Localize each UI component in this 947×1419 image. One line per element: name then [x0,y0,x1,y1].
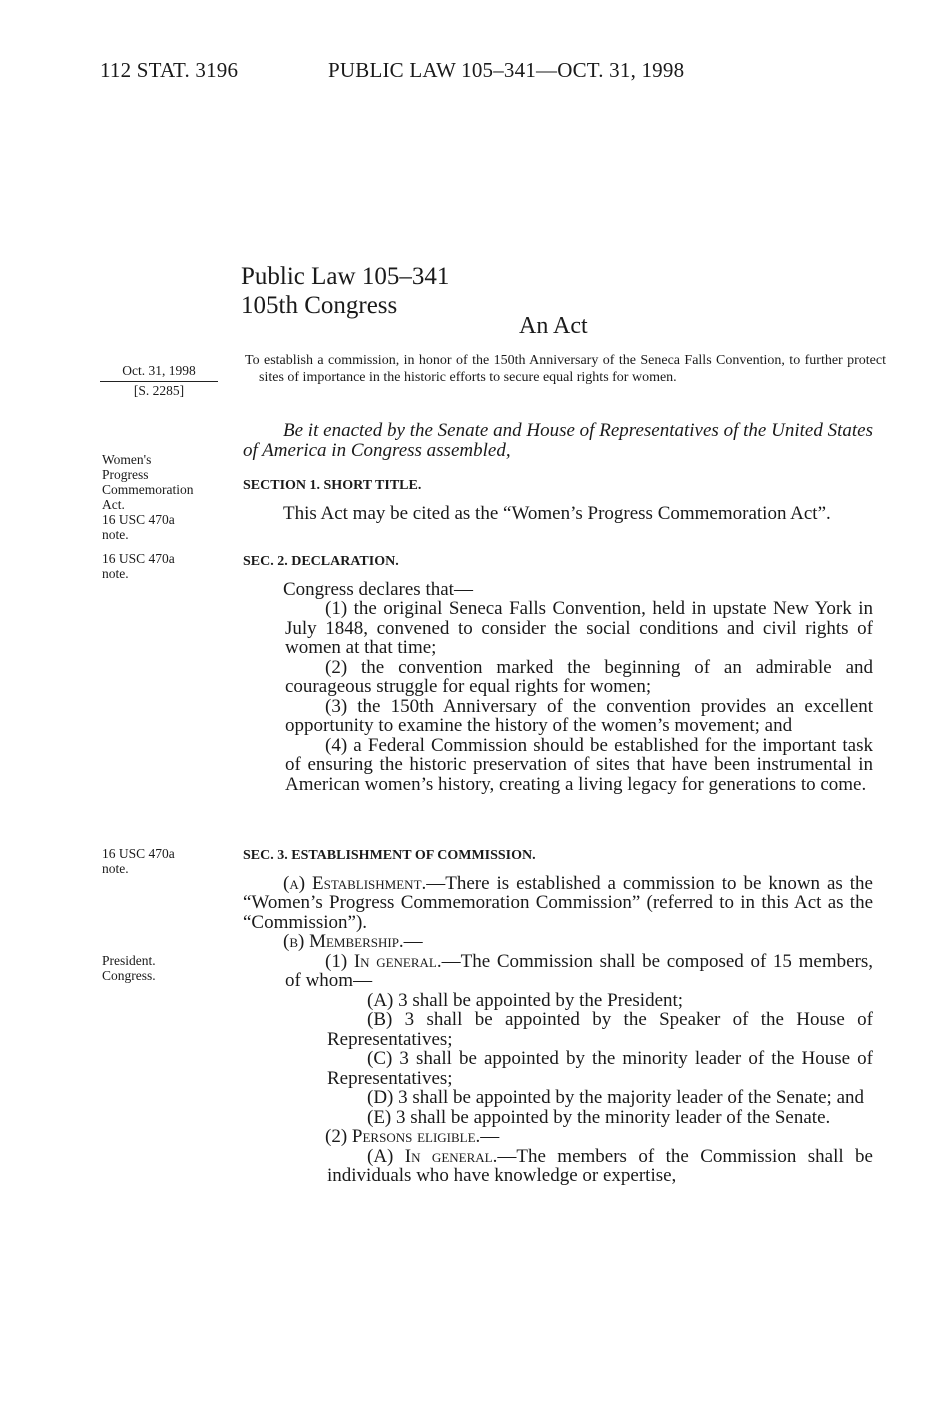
margin-line: note. [102,527,129,542]
margin-line: 16 USC 470a [102,551,175,566]
margin-line: 16 USC 470a [102,846,175,861]
paragraph-b1 [285,952,873,991]
margin-note-usc-2 [102,551,175,581]
subsection-b-heading: (b) Membership.— [283,931,423,952]
appointment-item: (C) 3 shall be appointed by the minority leader of the House of Representatives; [327,1048,873,1089]
congress-number: 105th Congress [241,292,398,319]
appointment-item: (A) 3 shall be appointed by the President; [367,989,684,1011]
section-3-heading: SEC. 3. ESTABLISHMENT OF COMMISSION. [243,848,536,863]
enactment-date: Oct. 31, 1998 [100,362,218,382]
declaration-item: (4) a Federal Commission should be established for the important task of ensuring the historic preservation of sites that have been instrumental in American women’s history, creating a living legacy for generations to come. [285,734,873,795]
paragraph-b2 [285,1127,873,1147]
section-2 [243,552,873,794]
enacting-clause-text: Be it enacted by the Senate and House of Representatives of the United States of America in Congress assembled, [243,420,873,461]
declaration-item: (1) the original Seneca Falls Convention, held in upstate New York in July 1848, convened to consider the social conditions and civil rights of women at that time; [285,598,873,658]
section-3 [243,846,873,1186]
public-law-number: Public Law 105–341 [241,263,450,290]
margin-line: 16 USC 470a [102,512,175,527]
appointment-item: (E) 3 shall be appointed by the minority leader of the Senate. [367,1106,831,1128]
margin-line: Progress [102,467,149,482]
enactment-date-box [100,362,218,399]
declaration-item: (3) the 150th Anniversary of the convention provides an excellent opportunity to examine the history of the women’s movement; and [285,695,873,736]
margin-line: President. [102,953,156,968]
paragraph-b1-text: The Commission shall be composed of 15 members, of whom— [285,950,873,991]
law-title [241,262,449,320]
paragraph-b1-label: (1) In general.— [325,950,461,972]
margin-line: Congress. [102,968,156,983]
subsection-a-label: (a) Establishment.— [283,872,446,894]
section-2-heading: SEC. 2. DECLARATION. [243,554,399,569]
section-1-heading: SECTION 1. SHORT TITLE. [243,478,422,493]
subsection-a-text: There is established a commission to be known as the “Women’s Progress Commemoration Commission” (referred to in this Act as the “Commission”). [243,872,873,933]
bill-number: [S. 2285] [133,383,185,398]
section-1-text: This Act may be cited as the “Women’s Progress Commemoration Act”. [283,502,831,524]
stat-citation: 112 STAT. 3196 [100,58,239,82]
paragraph-b2-label: (2) Persons eligible.— [325,1126,500,1147]
margin-note-short-title [102,452,194,542]
subparagraph-b2a [327,1147,873,1186]
subsection-b-label [243,932,873,952]
declaration-item: (2) the convention marked the beginning of an admirable and courageous struggle for equal rights for women; [285,656,873,697]
margin-line: Act. [102,497,125,512]
section-2-intro: Congress declares that— [283,578,473,600]
an-act-heading: An Act [519,313,588,339]
subparagraph-b2a-label: (A) In general.— [367,1145,517,1167]
subsection-a [243,874,873,933]
purpose-statement: To establish a commission, in honor of the 150th Anniversary of the Seneca Falls Convention, to further protect sites of importance in the historic efforts to secure equal rights for women. [245,353,886,385]
margin-line: note. [102,861,129,876]
enacting-clause [243,421,873,460]
margin-line: Women's [102,452,152,467]
subparagraph-b2a-text: The members of the Commission shall be individuals who have knowledge or expertise, [327,1145,873,1186]
law-date-header: PUBLIC LAW 105–341—OCT. 31, 1998 [328,58,685,82]
margin-note-usc-3 [102,846,175,876]
running-head [100,58,685,83]
margin-note-president-congress [102,953,156,983]
appointment-item: (B) 3 shall be appointed by the Speaker of the House of Representatives; [327,1009,873,1050]
margin-line: note. [102,566,129,581]
margin-line: Commemoration [102,482,194,497]
section-1 [243,476,873,523]
appointment-item: (D) 3 shall be appointed by the majority leader of the Senate; and [367,1087,865,1108]
